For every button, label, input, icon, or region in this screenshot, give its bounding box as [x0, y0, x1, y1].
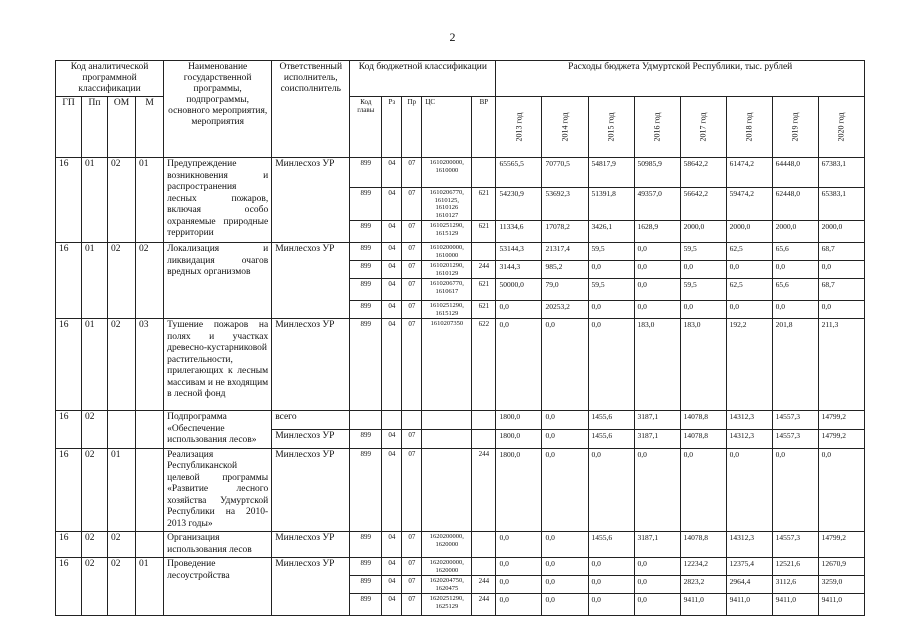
expense-value: 211,3 [818, 319, 864, 411]
expense-value: 14557,3 [772, 429, 818, 448]
code-gp: 16 [56, 558, 82, 616]
code-om: 02 [108, 243, 136, 319]
kod-glavy: 899 [350, 279, 382, 301]
code-pp: 02 [82, 411, 108, 449]
rz: 04 [382, 448, 402, 532]
code-pp: 01 [82, 243, 108, 319]
expense-value: 0,0 [496, 594, 542, 616]
expense-value: 0,0 [818, 448, 864, 532]
cs-code: 1610251290, 1615129 [422, 221, 472, 243]
item-name: Организация использования лесов [164, 532, 272, 558]
expense-value: 65565,5 [496, 158, 542, 188]
expense-value: 0,0 [542, 429, 588, 448]
expense-value: 183,0 [680, 319, 726, 411]
expense-value: 62,5 [726, 279, 772, 301]
expense-value: 3144,3 [496, 261, 542, 279]
expense-value: 3187,1 [634, 429, 680, 448]
table-row [56, 558, 865, 576]
header-kod-glavy: Код главы [350, 97, 382, 158]
pr: 07 [402, 279, 422, 301]
expense-value: 0,0 [588, 448, 634, 532]
vr-code: 244 [472, 261, 496, 279]
expense-value: 9411,0 [818, 594, 864, 616]
expense-value: 0,0 [680, 261, 726, 279]
expense-value: 20253,2 [542, 301, 588, 319]
code-gp: 16 [56, 532, 82, 558]
pr: 07 [402, 261, 422, 279]
expense-value: 0,0 [818, 301, 864, 319]
expense-value: 50985,9 [634, 158, 680, 188]
rz: 04 [382, 261, 402, 279]
expense-value: 0,0 [818, 261, 864, 279]
cs-code [422, 448, 472, 532]
table-body [56, 158, 865, 616]
header-pp: Пп [82, 97, 108, 158]
expense-value: 0,0 [542, 411, 588, 430]
vr-code [472, 243, 496, 261]
rz: 04 [382, 243, 402, 261]
expense-value: 0,0 [588, 261, 634, 279]
cs-code: 1610200000, 1610000 [422, 243, 472, 261]
expense-value: 54230,9 [496, 188, 542, 221]
expense-value: 2000,0 [680, 221, 726, 243]
expense-value: 1455,6 [588, 532, 634, 558]
vr-code: 244 [472, 448, 496, 532]
kod-glavy: 899 [350, 158, 382, 188]
page-number: 2 [449, 30, 456, 44]
code-m: 01 [136, 158, 164, 243]
cs-code: 1610201290, 1610129 [422, 261, 472, 279]
expense-value: 0,0 [772, 448, 818, 532]
expense-value: 59474,2 [726, 188, 772, 221]
kod-glavy: 899 [350, 532, 382, 558]
expense-value: 1455,6 [588, 411, 634, 430]
pr: 07 [402, 301, 422, 319]
code-m [136, 448, 164, 532]
header-om: ОМ [108, 97, 136, 158]
code-m: 01 [136, 558, 164, 616]
item-executor: Минлесхоз УР [272, 448, 350, 532]
expense-value: 2000,0 [818, 221, 864, 243]
pr: 07 [402, 188, 422, 221]
expense-value: 2000,0 [772, 221, 818, 243]
header-gp: ГП [56, 97, 82, 158]
rz: 04 [382, 158, 402, 188]
cs-code: 1620204750, 1620475 [422, 576, 472, 594]
rz: 04 [382, 532, 402, 558]
expense-value: 53144,3 [496, 243, 542, 261]
expense-value: 0,0 [634, 594, 680, 616]
expense-value: 51391,8 [588, 188, 634, 221]
header-pr: Пр [402, 97, 422, 158]
rz: 04 [382, 188, 402, 221]
expense-value: 64448,0 [772, 158, 818, 188]
cs-code [422, 411, 472, 430]
code-pp: 01 [82, 319, 108, 411]
expense-value: 14312,3 [726, 429, 772, 448]
cs-code: 1610207350 [422, 319, 472, 411]
expense-value: 59,5 [588, 279, 634, 301]
expense-value: 61474,2 [726, 158, 772, 188]
expense-value: 14557,3 [772, 411, 818, 430]
kod-glavy: 899 [350, 188, 382, 221]
expense-value: 3112,6 [772, 576, 818, 594]
header-year-2014: 2014 год [542, 97, 588, 158]
code-m [136, 532, 164, 558]
expense-value: 12521,6 [772, 558, 818, 576]
expense-value: 3426,1 [588, 221, 634, 243]
rz: 04 [382, 594, 402, 616]
vr-code [472, 558, 496, 576]
kod-glavy: 899 [350, 319, 382, 411]
expense-value: 14557,3 [772, 532, 818, 558]
cs-code: 1620200000, 1620000 [422, 558, 472, 576]
rz: 04 [382, 319, 402, 411]
vr-code: 244 [472, 594, 496, 616]
expense-value: 14312,3 [726, 411, 772, 430]
item-name: Тушение пожаров на полях и участках древесно-кустарниковой растительности, прилегающих к лесным массивам и не входящим в лесной фонд [164, 319, 272, 411]
header-name: Наименование государственной программы, подпрограммы, основного мероприятия, мероприятия [164, 61, 272, 158]
expense-value: 0,0 [542, 448, 588, 532]
expense-value: 201,8 [772, 319, 818, 411]
expense-value: 14078,8 [680, 411, 726, 430]
expense-value: 14799,2 [818, 411, 864, 430]
expense-value: 62448,0 [772, 188, 818, 221]
rz: 04 [382, 558, 402, 576]
expense-value: 0,0 [588, 319, 634, 411]
code-pp: 01 [82, 158, 108, 243]
expense-value: 0,0 [726, 261, 772, 279]
code-om: 02 [108, 558, 136, 616]
rz: 04 [382, 221, 402, 243]
header-vr: ВР [472, 97, 496, 158]
expense-value: 3187,1 [634, 532, 680, 558]
item-name: Проведение лесоустройства [164, 558, 272, 616]
pr: 07 [402, 532, 422, 558]
cs-code: 1610206770, 1610125, 1610126 1610127 [422, 188, 472, 221]
vr-code [472, 158, 496, 188]
item-executor: всего [272, 411, 350, 430]
item-name: Подпрограмма «Обеспечение использования лесов» [164, 411, 272, 449]
item-executor: Минлесхоз УР [272, 532, 350, 558]
expense-value: 3187,1 [634, 411, 680, 430]
cs-code: 1620251290, 1625129 [422, 594, 472, 616]
header-rz: Рз [382, 97, 402, 158]
cs-code: 1610251290, 1615129 [422, 301, 472, 319]
header-year-2020: 2020 год [818, 97, 864, 158]
expense-value: 62,5 [726, 243, 772, 261]
expense-value: 0,0 [634, 576, 680, 594]
cs-code: 1620200000, 1620000 [422, 532, 472, 558]
header-expenses: Расходы бюджета Удмуртской Республики, тыс. рублей [496, 61, 865, 97]
expense-value: 2823,2 [680, 576, 726, 594]
pr: 07 [402, 594, 422, 616]
kod-glavy: 899 [350, 576, 382, 594]
code-m: 03 [136, 319, 164, 411]
expense-value: 50000,0 [496, 279, 542, 301]
expense-value: 14078,8 [680, 532, 726, 558]
code-gp: 16 [56, 319, 82, 411]
expense-value: 1800,0 [496, 429, 542, 448]
item-executor: Минлесхоз УР [272, 158, 350, 243]
rz: 04 [382, 429, 402, 448]
expense-value: 0,0 [542, 594, 588, 616]
expense-value: 53692,3 [542, 188, 588, 221]
pr: 07 [402, 558, 422, 576]
expense-value: 1628,9 [634, 221, 680, 243]
code-gp: 16 [56, 243, 82, 319]
expense-value: 67383,1 [818, 158, 864, 188]
rz [382, 411, 402, 430]
expense-value: 14078,8 [680, 429, 726, 448]
expense-value: 0,0 [634, 448, 680, 532]
expense-value: 17078,2 [542, 221, 588, 243]
header-year-2013: 2013 год [496, 97, 542, 158]
header-m: М [136, 97, 164, 158]
expense-value: 14799,2 [818, 532, 864, 558]
item-executor: Минлесхоз УР [272, 319, 350, 411]
expense-value: 0,0 [634, 558, 680, 576]
vr-code: 622 [472, 319, 496, 411]
header-code-analytic: Код аналитической программной классификации [56, 61, 164, 97]
table-row [56, 158, 865, 188]
code-pp: 02 [82, 448, 108, 532]
expense-value: 12375,4 [726, 558, 772, 576]
expense-value: 1455,6 [588, 429, 634, 448]
expense-value: 54817,9 [588, 158, 634, 188]
expense-value: 65383,1 [818, 188, 864, 221]
code-gp: 16 [56, 158, 82, 243]
rz: 04 [382, 301, 402, 319]
vr-code [472, 532, 496, 558]
expense-value: 56642,2 [680, 188, 726, 221]
expense-value: 0,0 [496, 558, 542, 576]
expense-value: 3259,0 [818, 576, 864, 594]
kod-glavy: 899 [350, 221, 382, 243]
expense-value: 14312,3 [726, 532, 772, 558]
kod-glavy: 899 [350, 448, 382, 532]
expense-value: 59,5 [680, 279, 726, 301]
code-pp: 02 [82, 532, 108, 558]
kod-glavy: 899 [350, 558, 382, 576]
item-name: Предупреждение возникновения и распространения лесных пожаров, включая особо охраняемые природные территории [164, 158, 272, 243]
cs-code: 1610206770, 1610617 [422, 279, 472, 301]
expense-value: 12234,2 [680, 558, 726, 576]
pr: 07 [402, 158, 422, 188]
expense-value: 0,0 [588, 576, 634, 594]
kod-glavy: 899 [350, 243, 382, 261]
expense-value: 9411,0 [726, 594, 772, 616]
expense-value: 0,0 [588, 301, 634, 319]
expense-value: 192,2 [726, 319, 772, 411]
vr-code: 621 [472, 301, 496, 319]
table-row [56, 448, 865, 532]
expense-value: 65,6 [772, 279, 818, 301]
expense-value: 12670,9 [818, 558, 864, 576]
header-budget-code: Код бюджетной классификации [350, 61, 496, 97]
expense-value: 0,0 [634, 301, 680, 319]
expense-value: 9411,0 [680, 594, 726, 616]
code-om: 02 [108, 532, 136, 558]
code-m: 02 [136, 243, 164, 319]
expense-value: 0,0 [542, 576, 588, 594]
vr-code [472, 429, 496, 448]
table-row [56, 243, 865, 261]
cs-code [422, 429, 472, 448]
expense-value: 58642,2 [680, 158, 726, 188]
expense-value: 0,0 [772, 261, 818, 279]
header-year-2016: 2016 год [634, 97, 680, 158]
expense-value: 68,7 [818, 243, 864, 261]
pr [402, 411, 422, 430]
item-executor: Минлесхоз УР [272, 429, 350, 448]
expense-value: 0,0 [772, 301, 818, 319]
item-name: Реализация Республиканской целевой программы «Развитие лесного хозяйства Удмуртской Республики на 2010-2013 годы» [164, 448, 272, 532]
expense-value: 70770,5 [542, 158, 588, 188]
expense-value: 0,0 [542, 558, 588, 576]
pr: 07 [402, 221, 422, 243]
expense-value: 59,5 [680, 243, 726, 261]
expense-value: 14799,2 [818, 429, 864, 448]
header-year-2019: 2019 год [772, 97, 818, 158]
vr-code: 621 [472, 279, 496, 301]
expense-value: 0,0 [542, 319, 588, 411]
kod-glavy: 899 [350, 594, 382, 616]
code-om: 01 [108, 448, 136, 532]
expense-value: 21317,4 [542, 243, 588, 261]
header-year-2018: 2018 год [726, 97, 772, 158]
expense-value: 0,0 [542, 532, 588, 558]
item-executor: Минлесхоз УР [272, 243, 350, 319]
expense-value: 0,0 [496, 576, 542, 594]
expense-value: 0,0 [588, 594, 634, 616]
budget-table [55, 60, 865, 616]
pr: 07 [402, 448, 422, 532]
header-cs: ЦС [422, 97, 472, 158]
pr: 07 [402, 243, 422, 261]
table-row [56, 319, 865, 411]
pr: 07 [402, 576, 422, 594]
kod-glavy [350, 411, 382, 430]
expense-value: 0,0 [680, 448, 726, 532]
vr-code: 621 [472, 188, 496, 221]
expense-value: 11334,6 [496, 221, 542, 243]
expense-value: 985,2 [542, 261, 588, 279]
expense-value: 1800,0 [496, 448, 542, 532]
kod-glavy: 899 [350, 301, 382, 319]
pr: 07 [402, 319, 422, 411]
pr: 07 [402, 429, 422, 448]
kod-glavy: 899 [350, 261, 382, 279]
code-gp: 16 [56, 448, 82, 532]
kod-glavy: 899 [350, 429, 382, 448]
expense-value: 183,0 [634, 319, 680, 411]
expense-value: 0,0 [496, 532, 542, 558]
expense-value: 0,0 [680, 301, 726, 319]
vr-code: 244 [472, 576, 496, 594]
expense-value: 9411,0 [772, 594, 818, 616]
item-executor: Минлесхоз УР [272, 558, 350, 616]
item-name: Локализация и ликвидация очагов вредных организмов [164, 243, 272, 319]
code-om: 02 [108, 158, 136, 243]
vr-code: 621 [472, 221, 496, 243]
expense-value: 79,0 [542, 279, 588, 301]
expense-value: 0,0 [634, 279, 680, 301]
expense-value: 0,0 [634, 261, 680, 279]
table-row [56, 532, 865, 558]
cs-code: 1610200000, 1610000 [422, 158, 472, 188]
rz: 04 [382, 279, 402, 301]
expense-value: 0,0 [588, 558, 634, 576]
expense-value: 59,5 [588, 243, 634, 261]
rz: 04 [382, 576, 402, 594]
expense-value: 1800,0 [496, 411, 542, 430]
table-row [56, 411, 865, 430]
header-year-2015: 2015 год [588, 97, 634, 158]
expense-value: 49357,0 [634, 188, 680, 221]
header-executor: Ответственный исполнитель, соисполнитель [272, 61, 350, 158]
code-om [108, 411, 136, 449]
expense-value: 0,0 [496, 301, 542, 319]
vr-code [472, 411, 496, 430]
expense-value: 0,0 [496, 319, 542, 411]
code-om: 02 [108, 319, 136, 411]
code-m [136, 411, 164, 449]
expense-value: 2000,0 [726, 221, 772, 243]
expense-value: 0,0 [726, 448, 772, 532]
code-pp: 02 [82, 558, 108, 616]
expense-value: 65,6 [772, 243, 818, 261]
header-year-2017: 2017 год [680, 97, 726, 158]
expense-value: 0,0 [726, 301, 772, 319]
expense-value: 0,0 [634, 243, 680, 261]
code-gp: 16 [56, 411, 82, 449]
expense-value: 2964,4 [726, 576, 772, 594]
expense-value: 68,7 [818, 279, 864, 301]
